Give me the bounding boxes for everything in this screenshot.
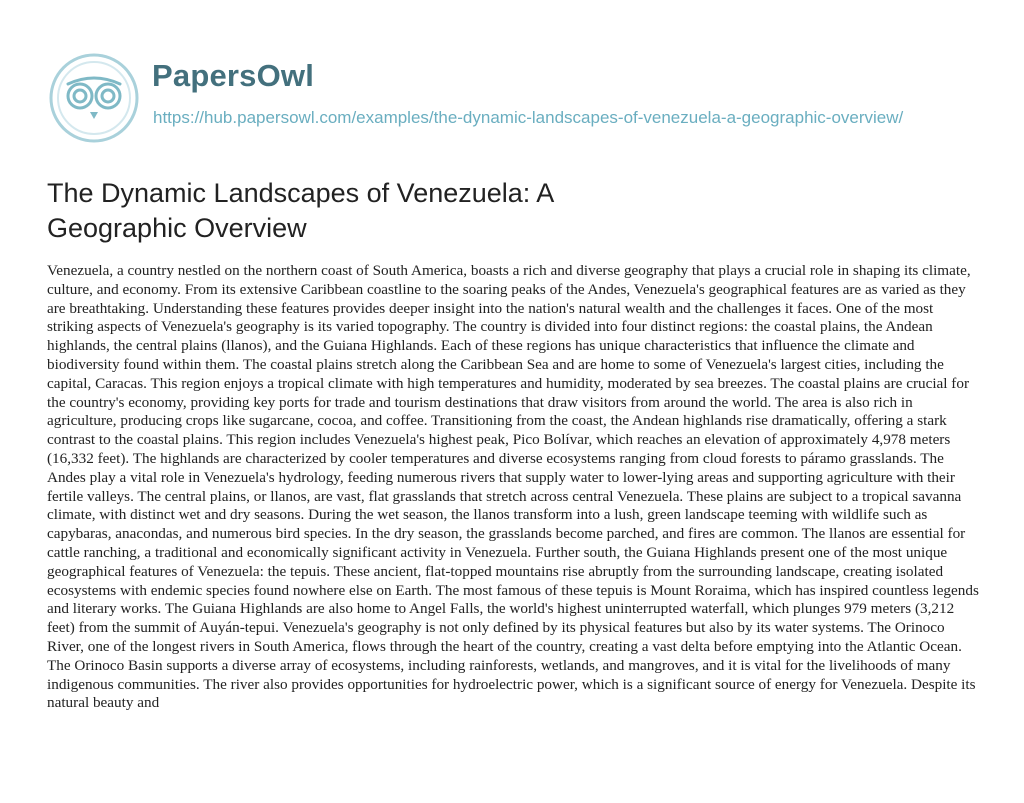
source-url-link[interactable]: https://hub.papersowl.com/examples/the-dynamic-landscapes-of-venezuela-a-geographic-overview/ — [153, 108, 904, 127]
brand-name[interactable]: PapersOwl — [152, 58, 315, 93]
site-header — [48, 44, 988, 164]
owl-logo-icon — [48, 52, 140, 144]
article-body: Venezuela, a country nestled on the northern coast of South America, boasts a rich and diverse geography that plays a crucial role in shaping its climate, culture, and economy. From its extensive Caribbean coastline to the soaring peaks of the Andes, Venezuela's geographical features are as varied as they are breathtaking. Understanding these features provides deeper insight into the nation's natural wealth and the challenges it faces. One of the most striking aspects of Venezuela's geography is its varied topography. The country is divided into four distinct regions: the coastal plains, the Andean highlands, the central plains (llanos), and the Guiana Highlands. Each of these regions has unique characteristics that influence the climate and biodiversity found within them. The coastal plains stretch along the Caribbean Sea and are home to some of Venezuela's largest cities, including the capital, Caracas. This region enjoys a tropical climate with high temperatures and humidity, moderated by sea breezes. The coastal plains are crucial for the country's economy, providing key ports for trade and tourism destinations that draw visitors from around the world. The area is also rich in agriculture, producing crops like sugarcane, cocoa, and coffee. Transitioning from the coast, the Andean highlands rise dramatically, offering a stark contrast to the coastal plains. This region includes Venezuela's highest peak, Pico Bolívar, which reaches an elevation of approximately 4,978 meters (16,332 feet). The highlands are characterized by cooler temperatures and diverse ecosystems ranging from cloud forests to páramo grasslands. The Andes play a vital role in Venezuela's hydrology, feeding numerous rivers that supply water to lower-lying areas and supporting agriculture with their fertile valleys. The central plains, or llanos, are vast, flat grasslands that stretch across central Venezuela. These plains are subject to a tropical savanna climate, with distinct wet and dry seasons. During the wet season, the llanos transform into a lush, green landscape teeming with wildlife such as capybaras, anacondas, and numerous bird species. In the dry season, the grasslands become parched, and fires are common. The llanos are essential for cattle ranching, a traditional and economically significant activity in Venezuela. Further south, the Guiana Highlands present one of the most unique geographical features of Venezuela: the tepuis. These ancient, flat-topped mountains rise abruptly from the surrounding landscape, creating isolated ecosystems with endemic species found nowhere else on Earth. The most famous of these tepuis is Mount Roraima, which has inspired countless legends and literary works. The Guiana Highlands are also home to Angel Falls, the world's highest uninterrupted waterfall, which plunges 979 meters (3,212 feet) from the summit of Auyán-tepui. Venezuela's geography is not only defined by its physical features but also by its water systems. The Orinoco River, one of the longest rivers in South America, flows through the heart of the country, creating a vast delta before emptying into the Atlantic Ocean. The Orinoco Basin supports a diverse array of ecosystems, including rainforests, wetlands, and mangroves, and it is vital for the livelihoods of many indigenous communities. The river also provides opportunities for hydroelectric power, which is a significant source of energy for Venezuela. Despite its natural beauty and — [47, 262, 979, 712]
page-title: The Dynamic Landscapes of Venezuela: A Geographic Overview — [47, 178, 553, 243]
